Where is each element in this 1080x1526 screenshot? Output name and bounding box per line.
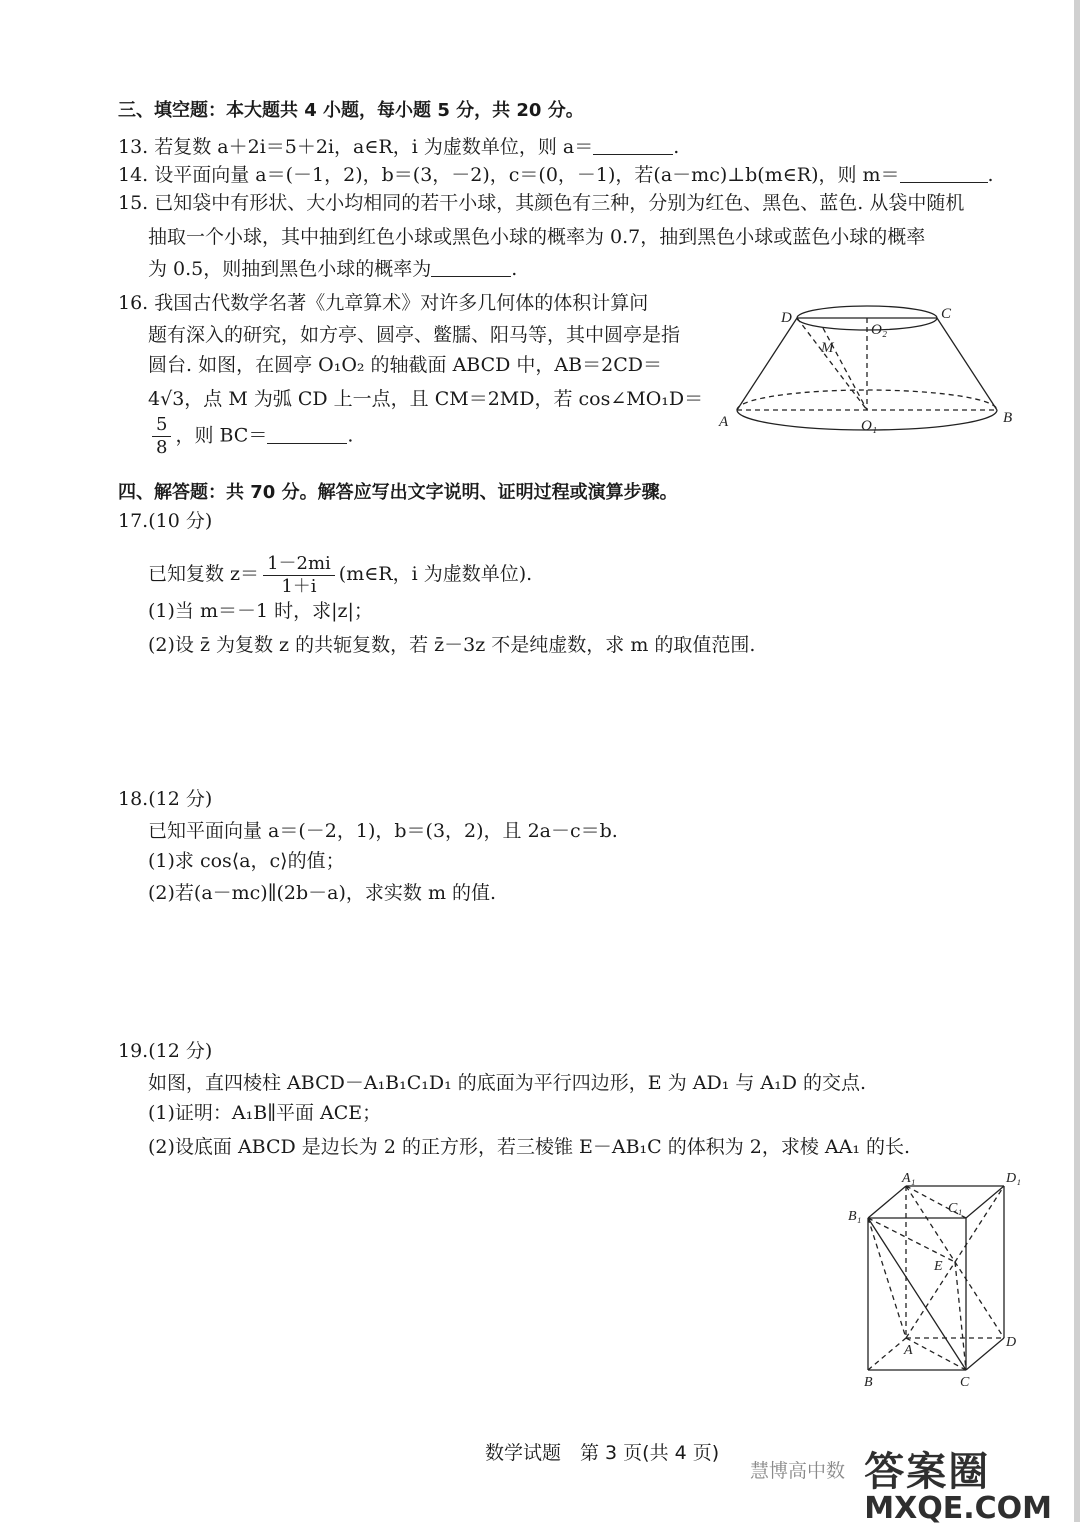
q18-part1: (1)求 cos⟨a，c⟩的值； <box>148 850 345 872</box>
q17-post: (m∈R，i 为虚数单位). <box>338 563 533 585</box>
label-C: C <box>941 306 952 322</box>
watermark-logo: 答案圈 <box>864 1449 991 1495</box>
q16-answer-blank[interactable] <box>267 425 347 444</box>
q17-part1: (1)当 m＝－1 时，求|z|； <box>148 600 373 622</box>
q16-frac-num: 5 <box>152 414 171 437</box>
q16-text: ，则 BC＝ <box>175 424 268 447</box>
side-left <box>737 318 797 410</box>
label-B: B <box>1003 410 1013 426</box>
q16-line-3: 圆台. 如图，在圆亭 O₁O₂ 的轴截面 ABCD 中，AB＝2CD＝ <box>148 354 662 376</box>
section4-heading: 四、解答题：共 70 分。解答应写出文字说明、证明过程或演算步骤。 <box>118 482 678 503</box>
section3-heading: 三、填空题：本大题共 4 小题，每小题 5 分，共 20 分。 <box>118 100 584 121</box>
q17-pre: 已知复数 z＝ <box>148 563 260 585</box>
q17-part2: (2)设 z̄ 为复数 z 的共轭复数，若 z̄－3z 不是纯虚数，求 m 的取值范围. <box>148 634 756 656</box>
site-watermark <box>864 1440 1052 1526</box>
label-D: D <box>1006 1335 1017 1350</box>
label-D: D <box>781 310 792 326</box>
q17-stem <box>148 552 532 598</box>
frustum-figure <box>715 298 1025 438</box>
q15-end: . <box>511 258 518 280</box>
label-B: B <box>864 1375 873 1390</box>
q13-answer-blank[interactable] <box>593 136 673 155</box>
wechat-watermark: 慧博高中数 <box>750 1460 846 1482</box>
label-O2: O₂ <box>871 322 888 338</box>
prism-figure <box>842 1168 1032 1390</box>
scan-edge <box>1074 0 1080 1522</box>
q17-frac-den: 1＋i <box>281 575 317 597</box>
question-14 <box>118 162 994 188</box>
label-C1: C₁ <box>948 1201 963 1216</box>
q16-line-1: 16. 我国古代数学名著《九章算术》对许多几何体的体积计算问 <box>118 292 649 314</box>
label-M: M <box>821 340 834 356</box>
label-D1: D₁ <box>1006 1171 1021 1186</box>
q16-end: . <box>347 424 354 447</box>
q18-label: 18.(12 分) <box>118 788 213 810</box>
q15-text: 为 0.5，则抽到黑色小球的概率为 <box>148 258 432 280</box>
page-footer: 数学试题 第 3 页(共 4 页) <box>485 1442 720 1464</box>
q16-frac-den: 8 <box>156 437 168 458</box>
q14-answer-blank[interactable] <box>900 164 988 183</box>
q17-label: 17.(10 分) <box>118 510 213 532</box>
q19-part1: (1)证明：A₁B∥平面 ACE； <box>148 1102 382 1124</box>
q15-line-3 <box>148 256 517 282</box>
label-B1: B₁ <box>848 1209 862 1224</box>
q13-end: . <box>673 136 680 158</box>
question-13 <box>118 134 679 160</box>
q19-stem: 如图，直四棱柱 ABCD－A₁B₁C₁D₁ 的底面为平行四边形，E 为 AD₁ 与 A₁D 的交点. <box>148 1072 867 1094</box>
q15-line-1: 15. 已知袋中有形状、大小均相同的若干小球，其颜色有三种，分别为红色、黑色、蓝色. 从袋中随机 <box>118 192 965 214</box>
label-E: E <box>934 1259 943 1274</box>
q13-text: 13. 若复数 a＋2i＝5＋2i，a∈R，i 为虚数单位，则 a＝ <box>118 136 594 158</box>
label-O1: O₁ <box>861 418 878 434</box>
q19-part2: (2)设底面 ABCD 是边长为 2 的正方形，若三棱锥 E－AB₁C 的体积为 2，求棱 AA₁ 的长. <box>148 1136 911 1158</box>
q15-line-2: 抽取一个小球，其中抽到红色小球或黑色小球的概率为 0.7，抽到黑色小球或蓝色小球的概率 <box>148 226 926 248</box>
watermark-site: MXQE.COM <box>864 1491 1052 1526</box>
segment-do1 <box>797 318 867 410</box>
label-A1: A₁ <box>902 1171 916 1186</box>
q18-part2: (2)若(a－mc)∥(2b－a)，求实数 m 的值. <box>148 882 497 904</box>
q16-line-4: 4√3，点 M 为弧 CD 上一点，且 CM＝2MD，若 cos∠MO₁D＝ <box>148 388 704 410</box>
q17-fraction <box>263 553 335 598</box>
q16-line-2: 题有深入的研究，如方亭、圆亭、鳖臑、阳马等，其中圆亭是指 <box>148 324 681 346</box>
q15-answer-blank[interactable] <box>431 258 511 277</box>
label-C: C <box>960 1375 970 1390</box>
q19-label: 19.(12 分) <box>118 1040 213 1062</box>
q16-line-5 <box>148 414 353 459</box>
label-A: A <box>719 414 729 430</box>
q17-frac-num: 1－2mi <box>263 553 335 576</box>
q14-end: . <box>987 164 994 186</box>
q18-stem: 已知平面向量 a＝(－2，1)，b＝(3，2)，且 2a－c＝b. <box>148 820 618 842</box>
q14-text: 14. 设平面向量 a＝(－1，2)，b＝(3，－2)，c＝(0，－1)，若(a－mc)⊥b(m∈R)，则 m＝ <box>118 164 900 186</box>
side-right <box>937 318 997 410</box>
q16-fraction <box>152 414 171 459</box>
label-A: A <box>904 1343 913 1358</box>
